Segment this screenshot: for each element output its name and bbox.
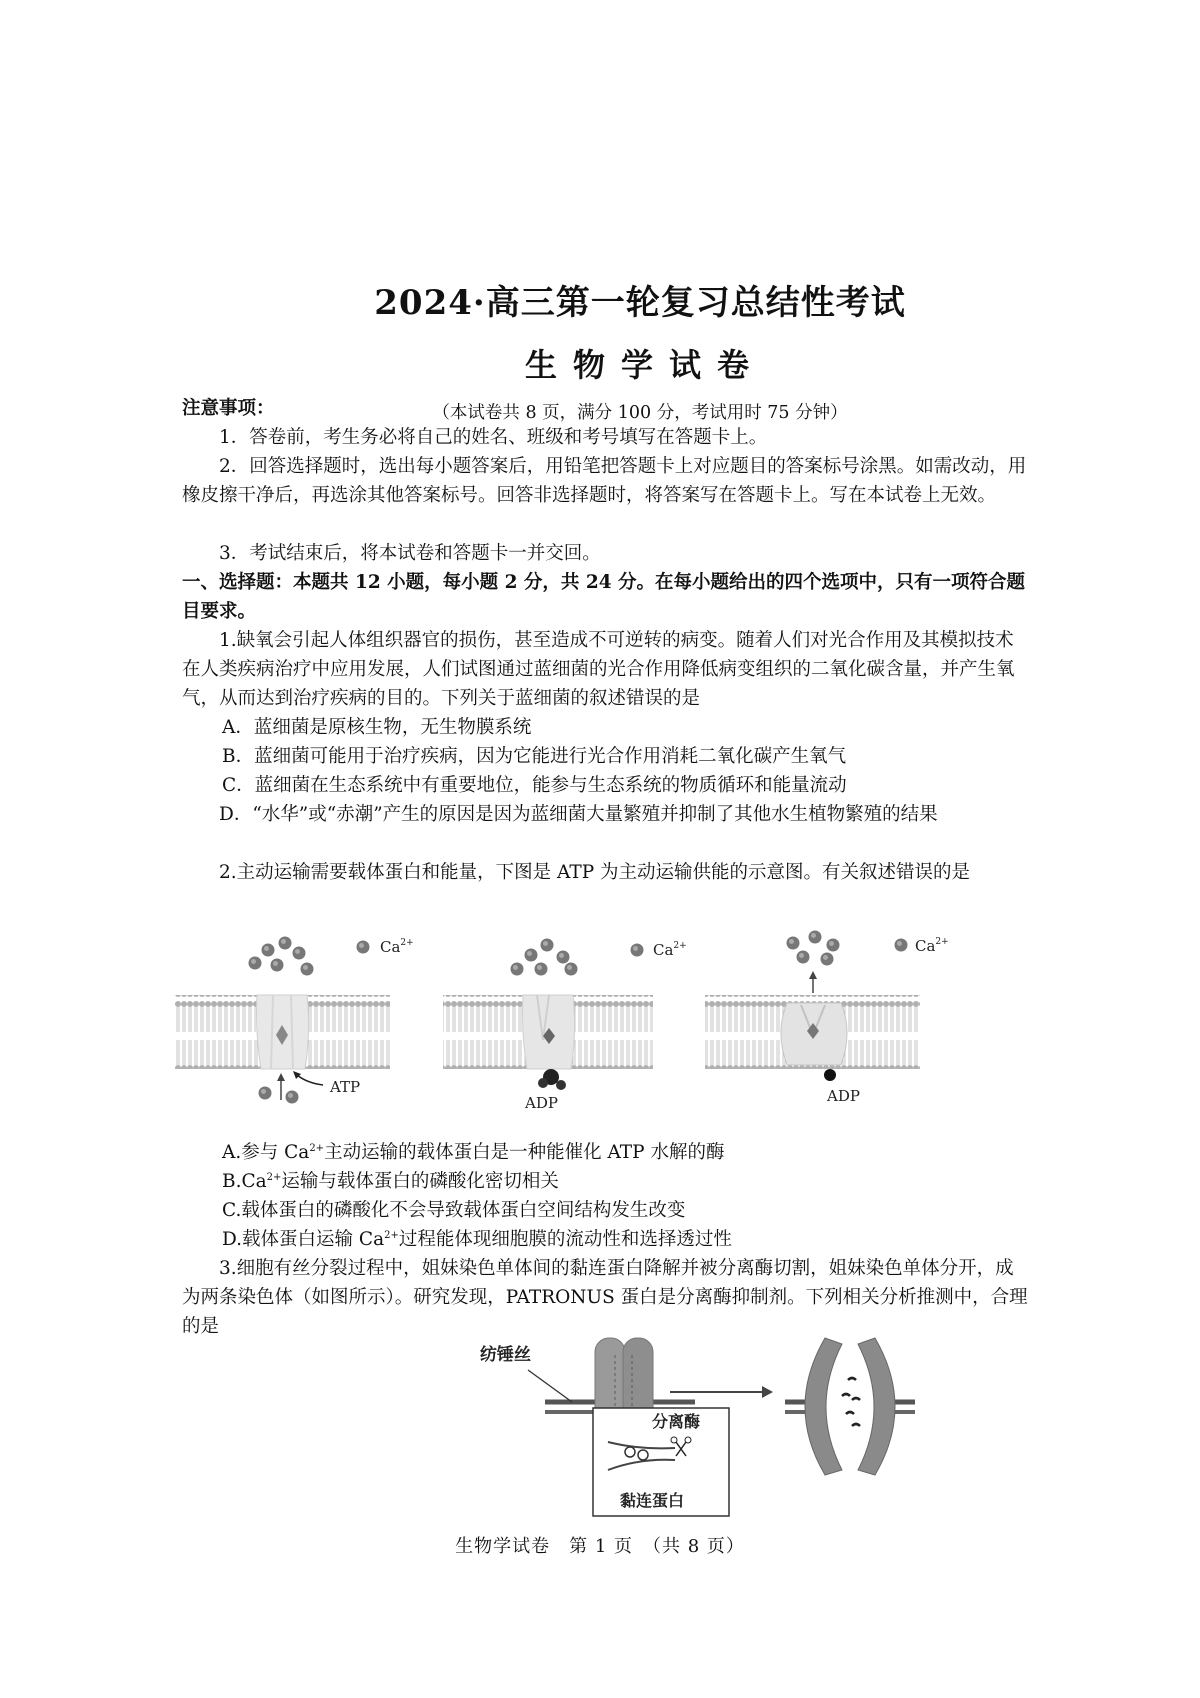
question-2-option-c: C.载体蛋白的磷酸化不会导致载体蛋白空间结构发生改变 — [222, 1200, 686, 1221]
question-1-option-b: B．蓝细菌可能用于治疗疾病，因为它能进行光合作用消耗二氧化碳产生氧气 — [222, 746, 847, 767]
page-footer: 生物学试卷 第 1 页 （共 8 页） — [455, 1536, 745, 1557]
label-cohesin: 黏连蛋白 — [620, 1491, 685, 1510]
question-2-option-d: D.载体蛋白运输 $Ca^{2+}$过程能体现细胞膜的流动性和选择透过性 — [222, 1229, 732, 1250]
atp-label: ATP — [330, 1078, 361, 1096]
atp-transport-figure — [175, 925, 1035, 1110]
question-3-stem: 3.细胞有丝分裂过程中，姐妹染色单体间的黏连蛋白降解并被分离酶切割，姐妹染色单体分开，成为两条染色体（如图所示）。研究发现，PATRONUS 蛋白是分离酶抑制剂。下列相关分析推测中，合理的是 — [182, 1258, 1028, 1337]
question-2-stem: 2.主动运输需要载体蛋白和能量，下图是 ATP 为主动运输供能的示意图。有关叙述错误的是 — [219, 862, 971, 883]
membrane-panel-2 — [443, 939, 687, 1111]
ion-label-1: $Ca^{2+}$ — [380, 938, 414, 956]
label-separase: 分离酶 — [652, 1412, 701, 1431]
question-2-option-a: A.参与 $Ca^{2+}$主动运输的载体蛋白是一种能催化 ATP 水解的酶 — [222, 1142, 725, 1163]
notice-item-2: 2．回答选择题时，选出每小题答案后，用铅笔把答题卡上对应题目的答案标号涂黑。如需改动，用橡皮擦干净后，再选涂其他答案标号。回答非选择题时，将答案写在答题卡上。写在本试卷上无效。 — [182, 456, 1027, 506]
section-heading: 一、选择题：本题共 12 小题，每小题 2 分，共 24 分。在每小题给出的四个选项中，只有一项符合题目要求。 — [182, 572, 1026, 622]
chromosome-separation-figure — [480, 1330, 940, 1520]
question-2-option-b: $B.Ca^{2+}$运输与载体蛋白的磷酸化密切相关 — [222, 1171, 559, 1192]
notice-item-3: 3．考试结束后，将本试卷和答题卡一并交回。 — [219, 543, 601, 564]
ion-label-2: $Ca^{2+}$ — [653, 941, 687, 959]
adp-label-1: ADP — [525, 1094, 558, 1110]
exam-title: 2024·高三第一轮复习总结性考试 — [374, 283, 906, 323]
question-1-option-c: C．蓝细菌在生态系统中有重要地位，能参与生态系统的物质循环和能量流动 — [222, 775, 847, 796]
exam-subtitle: 生物学试卷 — [524, 346, 765, 384]
adp-label-2: ADP — [827, 1087, 860, 1105]
question-1-stem: 1.缺氧会引起人体组织器官的损伤，甚至造成不可逆转的病变。随着人们对光合作用及其模拟技术在人类疾病治疗中应用发展，人们试图通过蓝细菌的光合作用降低病变组织的二氧化碳含量，并产生氧气，从而达到治疗疾病的目的。下列关于蓝细菌的叙述错误的是 — [182, 630, 1015, 709]
membrane-panel-1 — [175, 937, 414, 1104]
membrane-panel-3 — [705, 931, 949, 1106]
exam-info: （本试卷共 8 页，满分 100 分，考试用时 75 分钟） — [432, 403, 848, 423]
question-1-option-a: A．蓝细菌是原核生物，无生物膜系统 — [222, 717, 532, 738]
notice-item-1: 1．答卷前，考生务必将自己的姓名、班级和考号填写在答题卡上。 — [219, 427, 768, 448]
label-spindle: 纺锤丝 — [480, 1345, 531, 1365]
notice-heading: 注意事项： — [182, 398, 275, 419]
ion-label-3: $Ca^{2+}$ — [915, 937, 949, 955]
question-1-option-d: D．“水华”或“赤潮”产生的原因是因为蓝细菌大量繁殖并抑制了其他水生植物繁殖的结果 — [219, 804, 938, 825]
